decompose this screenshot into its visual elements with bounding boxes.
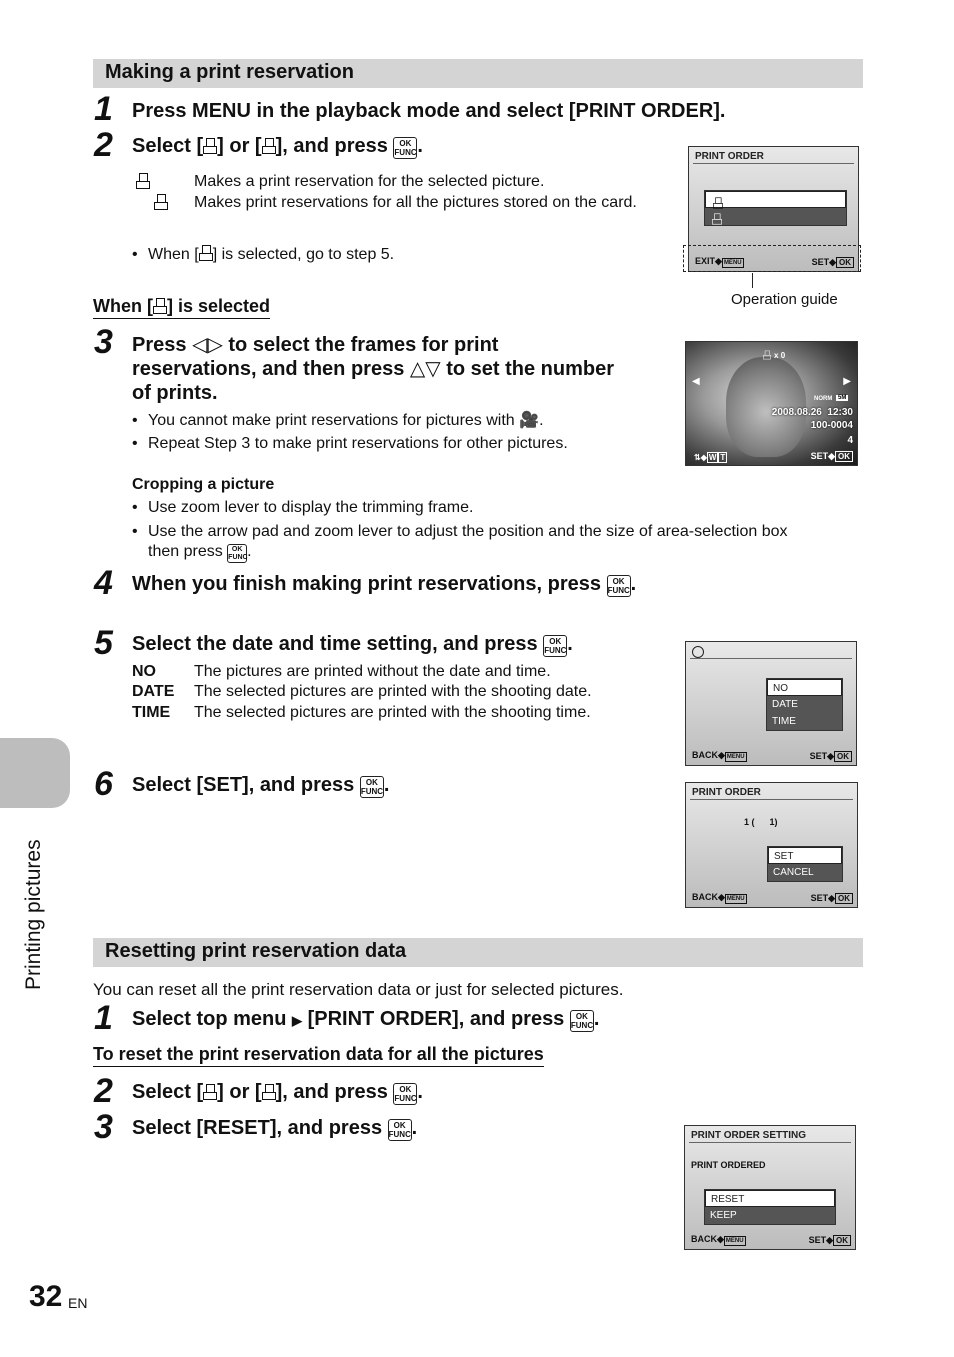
func-label: FUNC bbox=[394, 148, 417, 157]
print-ordered-label: PRINT ORDERED bbox=[691, 1160, 766, 1170]
text: then press bbox=[148, 543, 223, 560]
screen-date-menu bbox=[685, 641, 857, 766]
divider bbox=[690, 658, 852, 659]
reset-step-1-text: Select top menu ▶ [PRINT ORDER], and press OK FUNC. bbox=[132, 1008, 600, 1030]
screen-set-menu bbox=[685, 782, 858, 908]
all-description: Makes print reservations for all the pictures stored on the card. bbox=[194, 194, 637, 211]
file-number: 100-0004 bbox=[810, 420, 853, 431]
step-1-text: Press MENU in the playback mode and select [PRINT ORDER]. bbox=[132, 100, 726, 122]
print-count bbox=[760, 347, 785, 363]
menu-key-icon: MENU bbox=[723, 260, 742, 266]
text: ], and press bbox=[275, 135, 388, 157]
footer-set: SET◆ OK bbox=[810, 751, 852, 762]
when-selected-heading bbox=[93, 296, 270, 319]
bullet-go-to-step5 bbox=[132, 245, 394, 265]
footer-set: SET◆ OK bbox=[811, 451, 853, 462]
ok-key-icon: OK bbox=[836, 257, 854, 268]
menu-box bbox=[767, 846, 843, 882]
text: Select [SET], and press bbox=[132, 774, 355, 796]
step-number: 3 bbox=[94, 1108, 113, 1146]
footer-back: BACK◆ MENU bbox=[692, 892, 745, 902]
ok-label: OK bbox=[365, 778, 378, 787]
menu-item-single[interactable] bbox=[705, 191, 846, 208]
ok-func-icon bbox=[360, 776, 384, 798]
ok-label: OK bbox=[612, 577, 625, 586]
ok-label: OK bbox=[231, 546, 243, 553]
step-5-text: Select the date and time setting, and press OK FUNC. bbox=[132, 633, 573, 655]
text: 12:30 bbox=[827, 407, 853, 418]
func-label: FUNC bbox=[394, 1094, 417, 1103]
text: SET bbox=[808, 1235, 827, 1245]
print-single-icon bbox=[203, 138, 217, 154]
text: Select [RESET], and press bbox=[132, 1117, 383, 1139]
print-single-icon bbox=[153, 298, 167, 314]
zoom-guide: ⇅◆ W T bbox=[694, 453, 726, 462]
left-right-arrows-icon: ◁▷ bbox=[192, 334, 223, 356]
text: 0 bbox=[780, 351, 786, 360]
step-3-text bbox=[132, 333, 672, 405]
step-6-text: Select [SET], and press OK FUNC. bbox=[132, 774, 390, 796]
text: BACK bbox=[692, 892, 718, 902]
text: SET bbox=[811, 257, 830, 267]
screen-title: PRINT ORDER SETTING bbox=[691, 1130, 807, 1141]
text: Select the date and time setting, and press bbox=[132, 633, 538, 655]
text: When you finish making print reservations, press bbox=[132, 573, 601, 595]
image-size: 5M bbox=[838, 395, 847, 401]
text: BACK bbox=[692, 750, 718, 760]
menu-item-time[interactable]: TIME bbox=[772, 716, 796, 727]
ok-func-icon bbox=[393, 137, 417, 159]
ok-label: OK bbox=[393, 1121, 406, 1130]
callout-line bbox=[752, 273, 753, 288]
reset-step-3-text: Select [RESET], and press OK FUNC. bbox=[132, 1117, 418, 1139]
t-key: T bbox=[720, 453, 726, 462]
operation-guide-frame bbox=[683, 245, 861, 272]
movie-icon: 🎥 bbox=[519, 412, 540, 429]
print-all-icon bbox=[154, 194, 168, 210]
option-key: DATE bbox=[132, 683, 175, 700]
w-key: W bbox=[708, 453, 717, 462]
order-count: 1 ( 1) bbox=[744, 817, 778, 827]
page-number: 32 bbox=[29, 1280, 63, 1313]
print-all-icon bbox=[262, 1084, 276, 1100]
text: SET bbox=[810, 451, 829, 461]
screen-title: PRINT ORDER bbox=[695, 151, 764, 162]
menu-item-all[interactable] bbox=[705, 208, 846, 225]
print-single-icon bbox=[713, 197, 723, 208]
menu-item-no[interactable]: NO bbox=[767, 679, 842, 696]
step-number: 3 bbox=[94, 323, 113, 361]
right-triangle-icon: ▶ bbox=[292, 1013, 303, 1028]
single-description: Makes a print reservation for the selected picture. bbox=[194, 173, 545, 190]
step-4-text: When you finish making print reservations, press OK FUNC. bbox=[132, 573, 637, 595]
text: When [ bbox=[93, 296, 153, 316]
print-single-icon bbox=[203, 1084, 217, 1100]
text: SET bbox=[810, 893, 829, 903]
chapter-label: Printing pictures bbox=[22, 839, 45, 990]
func-label: FUNC bbox=[228, 554, 248, 561]
screen-photo-playback bbox=[685, 341, 858, 466]
step-2-text bbox=[132, 134, 423, 159]
footer-exit: EXIT◆ MENU bbox=[695, 256, 742, 266]
text: ] is selected bbox=[167, 296, 271, 316]
text: ] or [ bbox=[217, 1081, 262, 1103]
footer-set: SET◆ OK bbox=[809, 1235, 851, 1246]
ok-func-icon bbox=[388, 1119, 412, 1141]
clock-icon bbox=[692, 646, 704, 658]
step-number: 4 bbox=[94, 564, 113, 602]
print-single-icon bbox=[136, 173, 150, 189]
menu-item-date[interactable]: DATE bbox=[772, 699, 798, 710]
text: 2008.08.26 bbox=[771, 407, 822, 418]
footer-back: BACK◆ MENU bbox=[691, 1234, 744, 1244]
menu-key-icon: MENU bbox=[726, 896, 745, 902]
ok-func-icon bbox=[393, 1083, 417, 1105]
print-all-icon bbox=[199, 245, 213, 261]
reset-all-heading: To reset the print reservation data for all the pictures bbox=[93, 1044, 544, 1067]
step-number: 6 bbox=[94, 765, 113, 803]
language-label: EN bbox=[68, 1295, 88, 1311]
ok-label: OK bbox=[399, 1085, 412, 1094]
menu-item-reset[interactable]: RESET bbox=[705, 1190, 835, 1207]
option-desc: The selected pictures are printed with the shooting date. bbox=[194, 683, 592, 700]
ok-key-icon: OK bbox=[834, 751, 852, 762]
ok-func-icon bbox=[543, 635, 567, 657]
divider bbox=[693, 163, 854, 164]
text: Select top menu bbox=[132, 1008, 287, 1030]
text: ] is selected, go to step 5. bbox=[212, 246, 395, 263]
reset-intro: You can reset all the print reservation data or just for selected pictures. bbox=[93, 980, 624, 999]
text: When [ bbox=[148, 246, 199, 263]
ok-func-icon bbox=[227, 544, 247, 563]
footer-set: SET◆ OK bbox=[812, 257, 854, 268]
func-label: FUNC bbox=[570, 1021, 594, 1030]
operation-guide-caption: Operation guide bbox=[731, 291, 838, 308]
option-desc: The pictures are printed without the date and time. bbox=[194, 663, 551, 680]
text: reservations, and then press bbox=[132, 358, 405, 380]
step-number: 1 bbox=[94, 90, 113, 128]
ok-label: OK bbox=[575, 1012, 588, 1021]
text: EXIT bbox=[695, 256, 716, 266]
chapter-tab bbox=[0, 738, 70, 808]
text: ] or [ bbox=[217, 135, 262, 157]
menu-item-keep[interactable]: KEEP bbox=[710, 1210, 737, 1221]
func-label: FUNC bbox=[360, 787, 384, 796]
ok-func-icon bbox=[607, 575, 631, 597]
text: Select [ bbox=[132, 1081, 204, 1103]
menu-item-set[interactable]: SET bbox=[768, 847, 842, 864]
screen-title: PRINT ORDER bbox=[692, 787, 761, 798]
text: ], and press bbox=[275, 1081, 388, 1103]
ok-func-icon bbox=[570, 1010, 594, 1032]
cropping-heading: Cropping a picture bbox=[132, 476, 275, 493]
screen-reset-menu bbox=[684, 1125, 856, 1250]
left-arrow-icon[interactable]: ◀ bbox=[692, 376, 700, 387]
shot-datetime bbox=[772, 407, 853, 418]
up-down-arrows-icon: △▽ bbox=[409, 358, 441, 380]
menu-box bbox=[766, 678, 843, 731]
step-number: 5 bbox=[94, 624, 113, 662]
text: to select the frames for print bbox=[228, 334, 499, 356]
ok-key-icon: OK bbox=[835, 451, 853, 462]
ok-label: OK bbox=[549, 637, 562, 646]
reset-step-2-text: Select [ ] or [ ], and press OK FUNC. bbox=[132, 1081, 423, 1103]
menu-key-icon: MENU bbox=[725, 1238, 744, 1244]
footer-back: BACK◆ MENU bbox=[692, 750, 745, 760]
ok-key-icon: OK bbox=[835, 893, 853, 904]
print-icon bbox=[763, 351, 771, 360]
text: SET bbox=[809, 751, 828, 761]
step-number: 2 bbox=[94, 1072, 113, 1110]
right-arrow-icon[interactable]: ▶ bbox=[843, 376, 851, 387]
section-title-reset: Resetting print reservation data bbox=[93, 938, 863, 967]
text: of prints. bbox=[132, 382, 218, 404]
text: You cannot make print reservations for pictures with bbox=[148, 412, 515, 429]
footer-set: SET◆ OK bbox=[811, 893, 853, 904]
print-all-icon bbox=[712, 213, 722, 224]
bullet-repeat-step: • Repeat Step 3 to make print reservations for other pictures. bbox=[132, 434, 568, 454]
func-label: FUNC bbox=[388, 1130, 411, 1139]
divider bbox=[690, 799, 853, 800]
bullet-arrow-pad: • Use the arrow pad and zoom lever to adjust the position and the size of area-selection box then press OK FUNC. bbox=[132, 522, 867, 563]
section-title-print-reservation: Making a print reservation bbox=[93, 59, 863, 88]
func-label: FUNC bbox=[607, 586, 630, 595]
option-desc: The selected pictures are printed with the shooting time. bbox=[194, 704, 591, 721]
quality-norm: NORM bbox=[814, 396, 833, 402]
text: . bbox=[417, 135, 423, 157]
text: Use the arrow pad and zoom lever to adjust the position and the size of area-selection box bbox=[148, 523, 788, 540]
divider bbox=[689, 1142, 851, 1143]
text: to set the number bbox=[446, 358, 615, 380]
text: Press bbox=[132, 334, 187, 356]
text: [PRINT ORDER], and press bbox=[307, 1008, 565, 1030]
ok-key-icon: OK bbox=[833, 1235, 851, 1246]
menu-box bbox=[704, 1189, 836, 1225]
option-key: TIME bbox=[132, 704, 171, 721]
text: x bbox=[774, 351, 779, 360]
print-all-icon bbox=[262, 138, 276, 154]
frame-number: 4 bbox=[847, 435, 853, 446]
text: Select [ bbox=[132, 135, 204, 157]
text: BACK bbox=[691, 1234, 717, 1244]
bullet-zoom-lever: • Use zoom lever to display the trimming frame. bbox=[132, 498, 473, 518]
option-key: NO bbox=[132, 663, 156, 680]
ok-label: OK bbox=[399, 139, 412, 148]
bullet-movie-restriction: • You cannot make print reservations for pictures with 🎥. bbox=[132, 411, 544, 431]
menu-item-cancel[interactable]: CANCEL bbox=[773, 867, 814, 878]
func-label: FUNC bbox=[544, 646, 567, 655]
step-number: 2 bbox=[94, 126, 113, 164]
menu-key-icon: MENU bbox=[726, 754, 745, 760]
step-number: 1 bbox=[94, 999, 113, 1037]
menu-box bbox=[704, 190, 847, 226]
